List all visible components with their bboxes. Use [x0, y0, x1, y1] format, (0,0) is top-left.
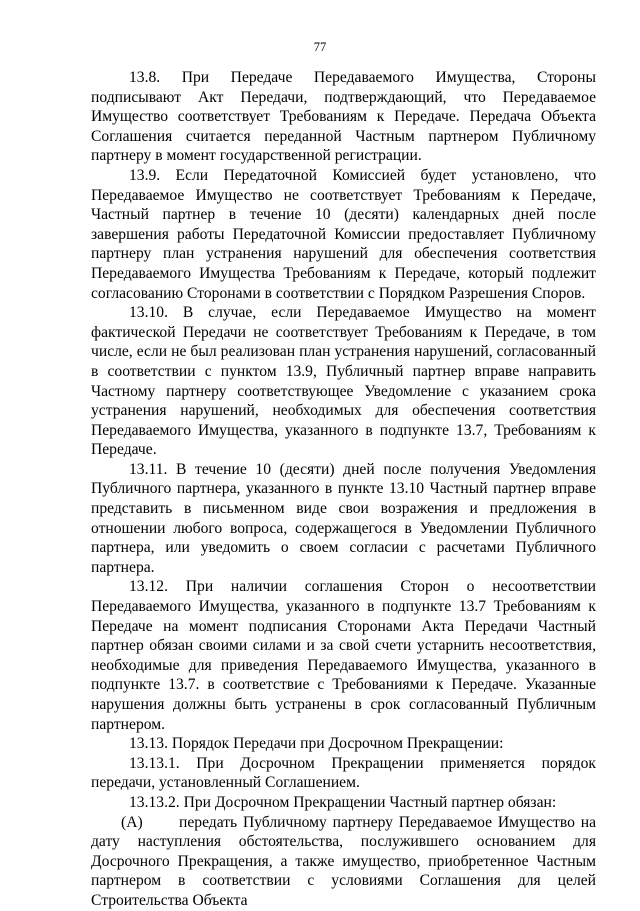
paragraph-13-13-2: 13.13.2. При Досрочном Прекращении Частный партнер обязан:: [129, 793, 557, 811]
list-item-a: [91, 813, 596, 911]
document-body: [91, 68, 596, 911]
list-item-label: (А): [121, 813, 143, 831]
paragraph-13-11: 13.11. В течение 10 (десяти) дней после получения Уведомления Публичного партнера, указанного в пункте 13.10 Частный партнер вправе представить в письменном виде свои возражения и предложения в отношении любого вопроса, содержащегося в Уведомлении Публичного партнера, или уведомить о своем согласии с расчетами Публичного партнера.: [91, 460, 596, 576]
paragraph-13-13: 13.13. Порядок Передачи при Досрочном Прекращении:: [129, 735, 504, 753]
list-item-text: передать Публичному партнеру Передаваемое Имущество на дату наступления обстоятельства, послужившего основанием для Досрочного Прекращения, а также имущество, приобретенное Частным партнером в соответствии с условиями Соглашения для целей Строительства Объекта: [91, 813, 596, 909]
page-number: 77: [313, 40, 327, 54]
paragraph-13-9: 13.9. Если Передаточной Комиссией будет установлено, что Передаваемое Имущество не соответствует Требованиям к Передаче, Частный партнер в течение 10 (десяти) календарных дней после завершения работы Передаточной Комиссии предоставляет Публичному партнеру план устранения нарушений для обеспечения соответствия Передаваемого Имущества Требованиям к Передаче, который подлежит согласованию Сторонами в соответствии с Порядком Разрешения Споров.: [91, 166, 596, 302]
paragraph-13-8: 13.8. При Передаче Передаваемого Имущества, Стороны подписывают Акт Передачи, подтверждающий, что Передаваемое Имущество соответствует Требованиям к Передаче. Передача Объекта Соглашения считается переданной Частным партнером Публичному партнеру в момент государственной регистрации.: [91, 69, 596, 165]
paragraph-13-10: 13.10. В случае, если Передаваемое Имущество на момент фактической Передачи не соответствует Требованиям к Передаче, в том числе, если не был реализован план устранения нарушений, согласованный в соответствии с пунктом 13.9, Публичный партнер вправе направить Частному партнеру соответствующее Уведомление с указанием срока устранения нарушений, необходимых для обеспечения соответствия Передаваемого Имущества, указанного в подпункте 13.7, Требованиям к Передаче.: [91, 304, 596, 459]
paragraph-13-12: 13.12. При наличии соглашения Сторон о несоответствии Передаваемого Имущества, указанного в подпункте 13.7 Требованиям к Передаче на момент подписания Сторонами Акта Передачи Частный партнер обязан своими силами и за свой счети устарнить несоответствия, необходимые для приведения Передаваемого Имущества, указанного в подпункте 13.7. в соответствие с Требованиями к Передаче. Указанные нарушения должны быть устранены в срок согласованный Публичным партнером.: [91, 578, 596, 733]
paragraph-13-13-1: 13.13.1. При Досрочном Прекращении применяется порядок передачи, установленный Соглашением.: [91, 754, 596, 792]
